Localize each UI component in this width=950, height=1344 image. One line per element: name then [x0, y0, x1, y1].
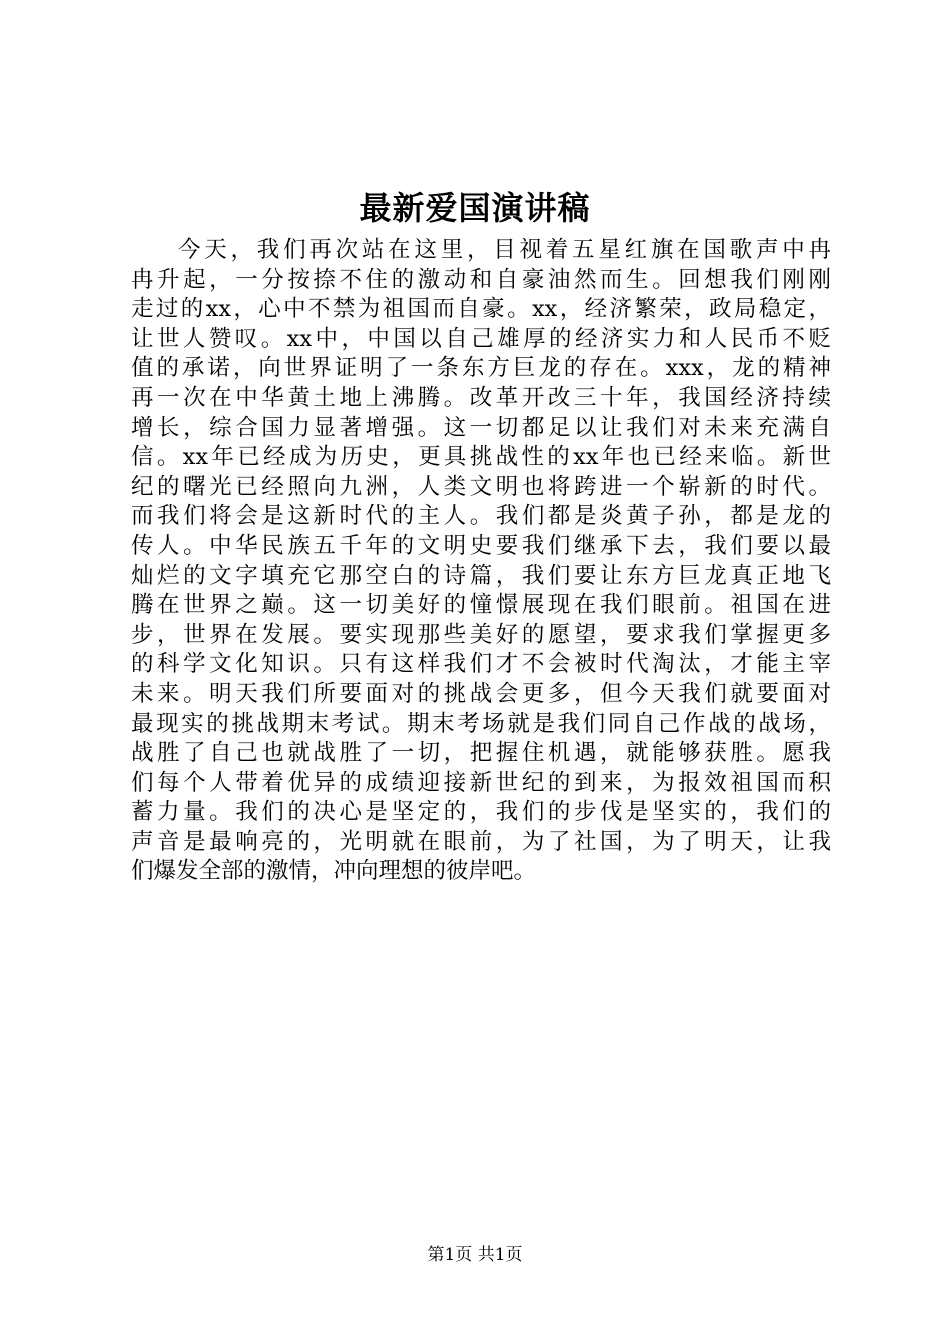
body-line: 再一次在中华黄土地上沸腾。改革开改三十年，我国经济持续: [131, 384, 831, 411]
body-line: 今天，我们再次站在这里，目视着五星红旗在国歌声中冉: [178, 237, 831, 263]
body-line: 们爆发全部的激情，冲向理想的彼岸吧。: [131, 858, 537, 885]
body-line: 的科学文化知识。只有这样我们才不会被时代淘汰，才能主宰: [131, 651, 831, 678]
body-line: 步，世界在发展。要实现那些美好的愿望，要求我们掌握更多: [131, 621, 831, 648]
body-line: 最现实的挑战期末考试。期末考场就是我们同自己作战的战场，: [131, 710, 831, 737]
body-line: 腾在世界之巅。这一切美好的憧憬展现在我们眼前。祖国在进: [131, 592, 831, 619]
body-line: 让世人赞叹。xx中，中国以自己雄厚的经济实力和人民币不贬: [131, 325, 831, 352]
body-line: 走过的xx，心中不禁为祖国而自豪。xx，经济繁荣，政局稳定，: [131, 296, 831, 323]
body-line: 传人。中华民族五千年的文明史要我们继承下去，我们要以最: [131, 532, 831, 559]
body-line: 战胜了自己也就战胜了一切，把握住机遇，就能够获胜。愿我: [131, 740, 831, 767]
body-line: 增长，综合国力显著增强。这一切都足以让我们对未来充满自: [131, 414, 831, 441]
body-line: 声音是最响亮的，光明就在眼前，为了社国，为了明天，让我: [131, 828, 831, 855]
body-line: 灿烂的文字填充它那空白的诗篇，我们要让东方巨龙真正地飞: [131, 562, 831, 589]
body-line: 蓄力量。我们的决心是坚定的，我们的步伐是坚实的，我们的: [131, 799, 831, 826]
body-line: 值的承诺，向世界证明了一条东方巨龙的存在。xxx，龙的精神: [131, 355, 831, 382]
body-text: [131, 236, 831, 887]
body-line: 信。xx年已经成为历史，更具挑战性的xx年也已经来临。新世: [131, 444, 831, 471]
document-title: 最新爱国演讲稿: [359, 189, 591, 227]
body-line: 们每个人带着优异的成绩迎接新世纪的到来，为报效祖国而积: [131, 769, 831, 796]
page-footer: 第1页 共1页: [427, 1245, 523, 1265]
body-line: 未来。明天我们所要面对的挑战会更多，但今天我们就要面对: [131, 680, 831, 707]
body-line: 冉升起，一分按捺不住的激动和自豪油然而生。回想我们刚刚: [131, 266, 831, 293]
body-line: 纪的曙光已经照向九洲，人类文明也将跨进一个崭新的时代。: [131, 473, 831, 500]
body-line: 而我们将会是这新时代的主人。我们都是炎黄子孙，都是龙的: [131, 503, 831, 530]
